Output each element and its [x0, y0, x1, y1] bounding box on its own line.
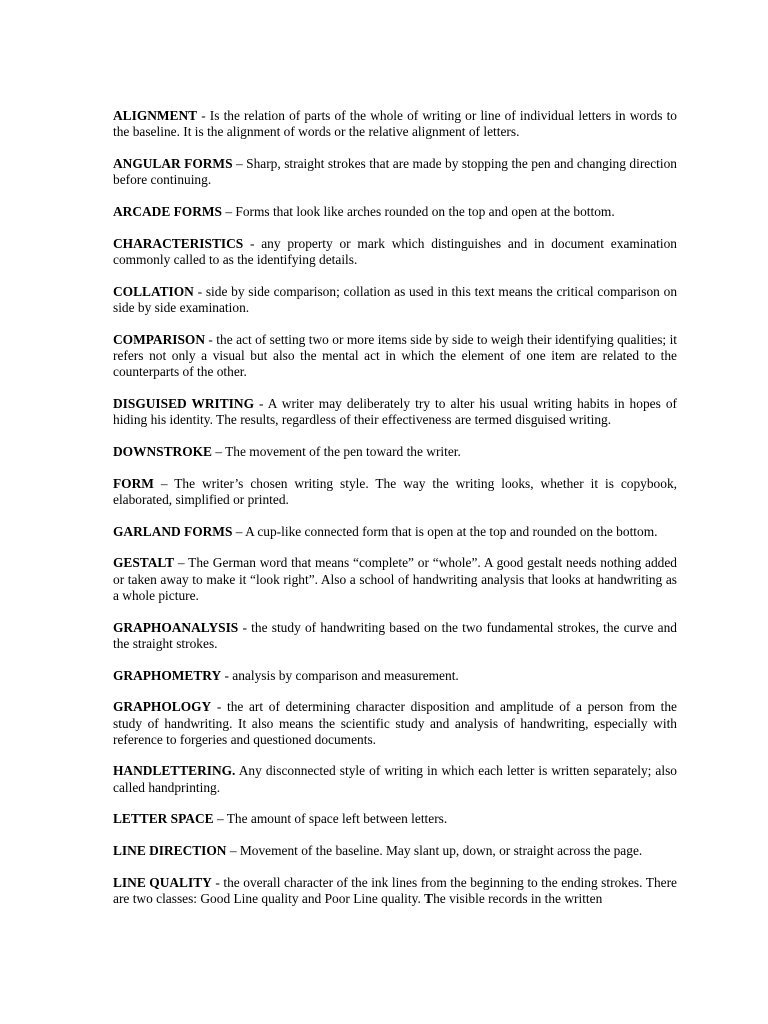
glossary-entry-letter-space	[113, 811, 677, 827]
glossary-definition-part2: he visible records in the written	[433, 891, 603, 907]
glossary-definition: any property or mark which distinguishes and in document examination commonly called to as the identifying details.	[113, 235, 677, 267]
glossary-entry-handlettering	[113, 763, 677, 796]
glossary-definition: The German word that means “complete” or “whole”. A good gestalt needs nothing added or taken away to make it “look right”. Also a school of handwriting analysis that looks at handwriting as a whole picture.	[113, 555, 677, 603]
glossary-entry-alignment	[113, 108, 677, 141]
glossary-definition: Sharp, straight strokes that are made by stopping the pen and changing direction before continuing.	[113, 155, 677, 188]
glossary-definition: The writer’s chosen writing style. The way the writing looks, whether it is copybook, elaborated, simplified or printed.	[113, 475, 677, 507]
glossary-entry-comparison	[113, 332, 677, 381]
glossary-term: ALIGNMENT	[113, 108, 198, 123]
glossary-entry-angular-forms	[113, 156, 677, 189]
bold-initial-letter: T	[424, 891, 434, 907]
glossary-entry-arcade-forms	[113, 204, 677, 220]
glossary-term: COMPARISON	[113, 331, 205, 347]
term-separator: –	[232, 523, 246, 539]
glossary-term: GRAPHOANALYSIS	[113, 619, 239, 635]
glossary-entry-line-quality	[113, 875, 677, 908]
term-separator: -	[205, 331, 217, 347]
term-separator: -	[253, 395, 268, 411]
glossary-entry-graphology	[113, 699, 677, 748]
glossary-entry-gestalt	[113, 555, 677, 604]
term-separator: -	[193, 283, 206, 299]
term-separator: -	[238, 619, 252, 635]
glossary-page	[113, 108, 677, 923]
glossary-definition: side by side comparison; collation as used in this text means the critical comparison on side by side examination.	[113, 283, 678, 315]
term-separator: –	[174, 555, 189, 571]
glossary-definition: the art of determining character disposition and amplitude of a person from the study of handwriting. It also means the scientific study and analysis of handwriting, especially with reference to forgeries and questioned documents.	[113, 699, 677, 747]
glossary-term: LETTER SPACE	[113, 811, 214, 827]
glossary-definition-part1: the overall character of the ink lines from the beginning to the ending strokes. There are two classes: Good Line quality and Poor Line quality.	[113, 874, 677, 907]
glossary-entry-line-direction	[113, 843, 677, 859]
glossary-definition: Any disconnected style of writing in which each letter is written separately; also called handprinting.	[113, 763, 677, 795]
glossary-term: LINE DIRECTION	[113, 843, 227, 859]
glossary-entry-graphoanalysis	[113, 620, 677, 653]
glossary-term: ARCADE FORMS	[113, 203, 222, 219]
term-separator: -	[197, 108, 210, 123]
glossary-term: GRAPHOLOGY	[113, 699, 212, 715]
glossary-entry-graphometry	[113, 668, 677, 684]
glossary-term: FORM	[113, 475, 154, 491]
glossary-term: GARLAND FORMS	[113, 523, 233, 539]
term-separator: –	[153, 475, 175, 491]
glossary-entry-garland-forms	[113, 524, 677, 540]
term-separator: –	[221, 203, 236, 219]
glossary-definition: The movement of the pen toward the writer.	[225, 443, 461, 459]
glossary-entry-disguised-writing	[113, 396, 677, 429]
glossary-entry-form	[113, 476, 677, 509]
glossary-term: GESTALT	[113, 555, 175, 571]
glossary-entry-downstroke	[113, 444, 677, 460]
glossary-term: COLLATION	[113, 283, 194, 299]
glossary-term: ANGULAR FORMS	[113, 155, 233, 171]
term-separator: -	[243, 235, 262, 251]
glossary-definition: the study of handwriting based on the two fundamental strokes, the curve and the straight strokes.	[113, 619, 677, 651]
term-separator: -	[221, 667, 233, 683]
term-separator: –	[232, 155, 247, 171]
glossary-definition: The amount of space left between letters.	[226, 811, 448, 827]
glossary-term: CHARACTERISTICS	[113, 235, 244, 251]
glossary-definition: analysis by comparison and measurement.	[232, 667, 459, 683]
glossary-term: DOWNSTROKE	[113, 443, 212, 459]
glossary-term: HANDLETTERING.	[113, 763, 236, 779]
glossary-term: LINE QUALITY	[113, 874, 212, 890]
term-separator: –	[213, 811, 227, 827]
glossary-entry-characteristics	[113, 236, 677, 269]
term-separator: –	[211, 443, 226, 459]
term-separator: -	[211, 699, 227, 715]
term-separator: –	[226, 843, 240, 859]
glossary-definition: Forms that look like arches rounded on the top and open at the bottom.	[235, 203, 615, 219]
term-separator: -	[211, 874, 224, 890]
glossary-definition: A cup-like connected form that is open at the top and rounded on the bottom.	[245, 523, 658, 539]
glossary-entry-collation	[113, 284, 677, 317]
glossary-term: GRAPHOMETRY	[113, 667, 222, 683]
glossary-term: DISGUISED WRITING	[113, 395, 254, 411]
glossary-definition: A writer may deliberately try to alter his usual writing habits in hopes of hiding his identity. The results, regardless of their effectiveness are termed disguised writing.	[113, 395, 677, 428]
glossary-definition: the act of setting two or more items side by side to weigh their identifying qualities; it refers not only a visual but also the mental act in which the element of one item are related to the counterparts of the other.	[113, 331, 678, 380]
glossary-definition: Movement of the baseline. May slant up, down, or straight across the page.	[239, 843, 643, 859]
glossary-definition: Is the relation of parts of the whole of writing or line of individual letters in words to the baseline. It is the alignment of words or the relative alignment of letters.	[113, 108, 677, 140]
